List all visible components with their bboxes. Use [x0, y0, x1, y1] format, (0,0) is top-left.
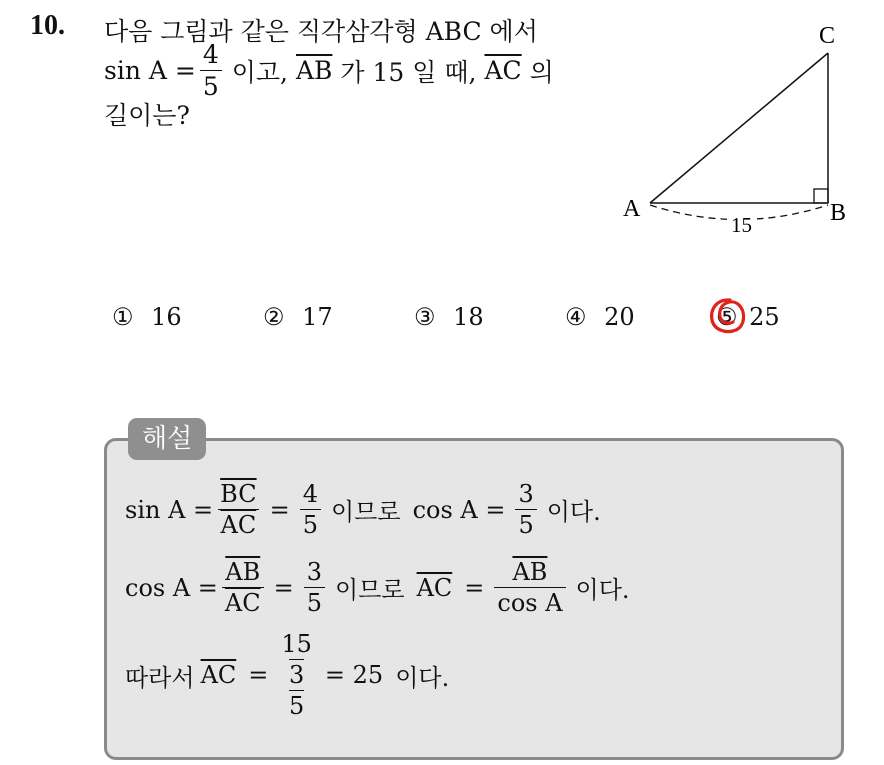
sol3-complex-fraction	[278, 632, 315, 718]
sol2-frac1-den: AC	[222, 587, 264, 615]
triangle-figure	[615, 20, 875, 245]
choice-4[interactable]	[565, 303, 635, 331]
question-fraction-num: 4	[202, 40, 219, 69]
sol2-frac2-num: 3	[306, 558, 322, 586]
sol1-frac2-den: 5	[300, 509, 321, 537]
choice-3-value: 18	[453, 303, 484, 331]
length-label-ab: 15	[731, 213, 752, 237]
question-line-3: 길이는?	[104, 101, 190, 130]
sol3-result: = 25	[324, 661, 384, 689]
question-segment-ac: $\overline{AC}$	[484, 56, 522, 85]
sol2-frac3-num: $\overline{AB}$	[512, 558, 548, 586]
sol2-eq: =	[273, 573, 294, 602]
sol1-frac3-num: 3	[518, 480, 534, 508]
sol3-den-den: 5	[289, 692, 305, 720]
choice-1-value: 16	[151, 303, 182, 331]
sol3-den	[289, 659, 304, 718]
sol1-frac3	[515, 482, 536, 537]
sol1-frac1-num: $\overline{BC}$	[220, 480, 257, 508]
question-text-mid: 이고,	[231, 57, 288, 87]
sol1-frac2	[300, 482, 321, 537]
triangle-side-ac	[650, 53, 828, 203]
question-segment-ab: $\overline{AB}$	[295, 56, 333, 85]
choice-5-symbol: ⑤	[716, 303, 738, 331]
solution-line-1	[125, 482, 607, 537]
question-number: 10.	[30, 10, 65, 41]
sol2-ac: $\overline{AC}$	[416, 573, 453, 602]
choice-2-symbol: ②	[263, 303, 285, 331]
sol3-eq: =	[248, 661, 269, 689]
sol1-frac1	[217, 482, 259, 537]
sol3-end: 이다.	[395, 663, 450, 692]
sol1-mid: 이므로	[331, 498, 401, 526]
solution-line-3	[125, 632, 455, 718]
sol2-end: 이다.	[575, 576, 630, 604]
choice-3-symbol: ③	[414, 303, 436, 331]
sol1-sin: sin A =	[125, 495, 214, 524]
right-angle-mark	[814, 189, 828, 203]
vertex-label-b: B	[830, 200, 847, 226]
question-text-post: 의	[529, 57, 554, 87]
question-text-mid2: 가 15 일 때,	[340, 57, 477, 87]
sol2-cos: cos A =	[125, 573, 218, 602]
sol1-frac3-den: 5	[515, 509, 536, 537]
vertex-label-c: C	[819, 23, 836, 49]
choice-3[interactable]	[414, 303, 484, 331]
sol1-frac1-den: AC	[218, 509, 260, 537]
sol2-frac1	[222, 560, 264, 615]
question-sin-expr: sin A =	[104, 56, 196, 85]
sol2-eq2: =	[464, 573, 485, 602]
answer-circle-mark	[708, 296, 748, 336]
question-fraction	[200, 42, 222, 99]
question-line-2	[104, 42, 554, 99]
sol2-frac2	[304, 560, 325, 615]
solution-line-2	[125, 560, 636, 615]
choice-4-symbol: ④	[565, 303, 587, 331]
sol1-cos: cos A =	[412, 495, 506, 524]
vertex-label-a: A	[623, 196, 641, 222]
sol2-frac3	[494, 560, 565, 615]
choice-1[interactable]	[112, 303, 182, 331]
sol2-mid: 이므로	[335, 576, 405, 604]
choice-2[interactable]	[263, 303, 333, 331]
choice-1-symbol: ①	[112, 303, 134, 331]
sol3-den-num: 3	[289, 661, 305, 689]
sol1-eq: =	[269, 495, 290, 524]
answer-circle-stroke	[712, 300, 744, 332]
sol2-frac2-den: 5	[304, 587, 325, 615]
choice-5-value: 25	[749, 303, 780, 331]
choice-4-value: 20	[604, 303, 635, 331]
sol1-end: 이다.	[546, 498, 601, 526]
sol2-frac3-den: cos A	[494, 587, 565, 615]
sol1-frac2-num: 4	[302, 480, 318, 508]
solution-tab: 해설	[128, 418, 206, 460]
sol2-frac1-num: $\overline{AB}$	[225, 558, 261, 586]
question-line-1: 다음 그림과 같은 직각삼각형 ABC 에서	[104, 17, 538, 46]
sol3-therefore: 따라서	[125, 663, 195, 692]
choice-2-value: 17	[302, 303, 333, 331]
sol3-num: 15	[281, 630, 312, 658]
sol3-ac: $\overline{AC}$	[200, 661, 237, 689]
question-fraction-den: 5	[200, 70, 222, 99]
